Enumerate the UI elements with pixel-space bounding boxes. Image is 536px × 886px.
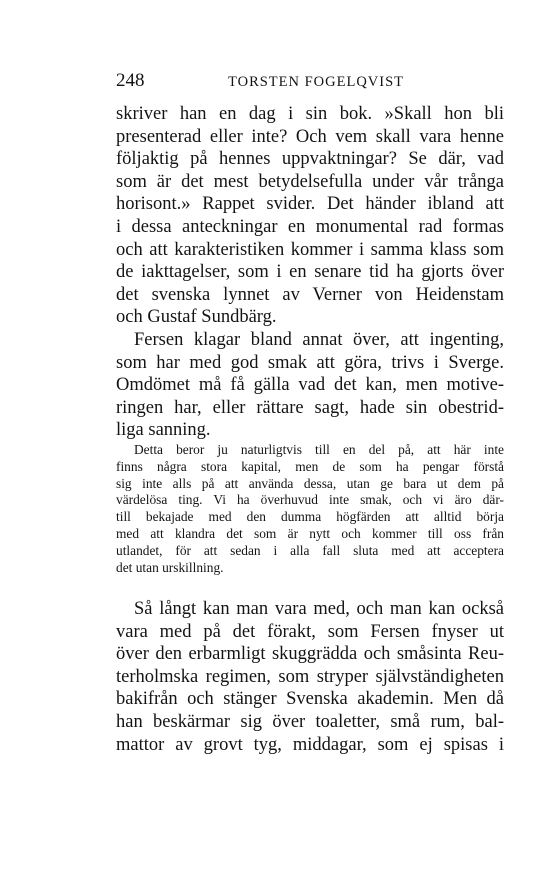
quote-line: med att klandra det som är nytt och kommer till oss från xyxy=(116,525,504,541)
text-line: Fersen klagar bland annat över, att ingenting, xyxy=(134,330,504,350)
text-line: mattor av grovt tyg, middagar, som ej spisas i xyxy=(116,734,504,755)
text-line: och att karakteristiken kommer i samma klass som xyxy=(116,239,504,260)
block-quotation xyxy=(116,442,504,576)
quote-line: utlandet, för att sedan i alla fall sluta med att acceptera xyxy=(116,542,504,558)
paragraph-3 xyxy=(116,598,504,756)
text-line: horisont.» Rappet svider. Det händer ibland att xyxy=(116,194,504,215)
quote-line: Detta beror ju naturligtvis till en del på, att här inte xyxy=(134,442,504,457)
text-line: och Gustaf Sundbärg. xyxy=(116,307,277,328)
running-head-title: TORSTEN FOGELQVIST xyxy=(228,74,405,90)
text-line: Omdömet må få gälla vad det kan, men motive- xyxy=(116,375,504,396)
text-line: ringen har, eller rättare sagt, hade sin obestrid- xyxy=(116,397,504,418)
text-line: skriver han en dag i sin bok. »Skall hon bli xyxy=(116,104,504,124)
page-number: 248 xyxy=(116,70,145,91)
quote-line: finns några stora kapital, men de som ha pengar förstå xyxy=(116,458,504,474)
running-head xyxy=(116,70,504,92)
paragraph-1 xyxy=(116,103,504,329)
text-line: som har med god smak att göra, trivs i Sverge. xyxy=(116,352,504,373)
quote-line: till bekajade med den dumma högfärden att alltid börja xyxy=(116,509,504,525)
text-line: presenterad eller inte? Och vem skall vara henne xyxy=(116,126,504,147)
text-line: de iakttagelser, som i en senare tid ha gjorts över xyxy=(116,262,504,283)
text-line: liga sanning. xyxy=(116,420,211,441)
text-line: följaktig på hennes uppvaktningar? Se där, vad xyxy=(116,149,504,170)
text-line: bakifrån och stänger Svenska akademin. Men då xyxy=(116,689,504,710)
text-line: vara med på det förakt, som Fersen fnyser ut xyxy=(116,621,504,642)
text-line: över den erbarmligt skuggrädda och småsinta Reu- xyxy=(116,644,504,665)
text-line: det svenska lynnet av Verner von Heidenstam xyxy=(116,284,504,305)
text-line: i dessa anteckningar en monumental rad formas xyxy=(116,216,504,237)
quote-line: det utan urskillning. xyxy=(116,559,224,575)
text-line: Så långt kan man vara med, och man kan också xyxy=(134,599,504,619)
paragraph-2 xyxy=(116,329,504,442)
text-line: terholmska regimen, som stryper självständigheten xyxy=(116,666,504,687)
quote-line: sig inte alls på att använda dessa, utan ge bara ut dem på xyxy=(116,475,504,491)
text-line: han beskärmar sig över toaletter, små rum, bal- xyxy=(116,711,504,732)
quote-line: värdelösa ting. Vi ha överhuvud inte smak, och vi äro där- xyxy=(116,492,504,508)
book-page xyxy=(116,0,504,886)
text-line: som är det mest betydelsefulla under vår trånga xyxy=(116,171,504,192)
